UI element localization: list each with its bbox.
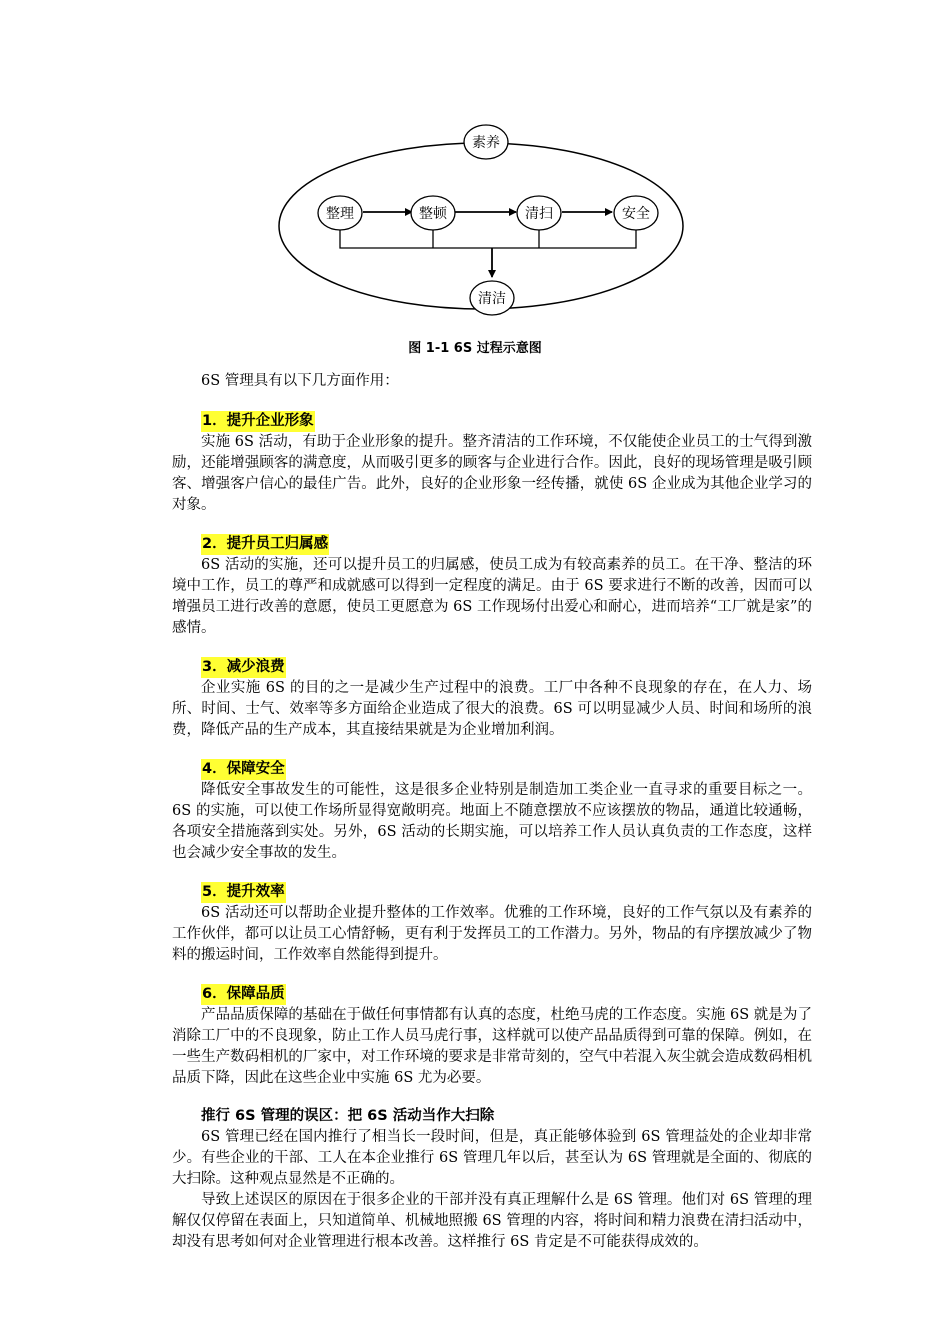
- node-suyang-label: 素养: [472, 135, 500, 151]
- 6s-process-diagram: [270, 112, 690, 337]
- intro-paragraph: 6S 管理具有以下几方面作用：: [201, 373, 399, 389]
- node-qingsao: [517, 196, 561, 230]
- section-3: [172, 656, 812, 741]
- node-qingjie: [470, 281, 514, 315]
- myth-heading: 推行 6S 管理的误区：把 6S 活动当作大扫除: [201, 1108, 495, 1124]
- section-2: [172, 533, 812, 639]
- section-1: [172, 410, 812, 516]
- node-anquan-label: 安全: [622, 206, 650, 222]
- section-body: 降低安全事故发生的可能性，这是很多企业特别是制造加工类企业一直寻求的重要目标之一。6S 的实施，可以使工作场所显得宽敞明亮。地面上不随意摆放不应该摆放的物品，通道比较通畅，各项安全措施落到实处。另外，6S 活动的长期实施，可以培养工作人员认真负责的工作态度，这样也会减少安全事故的发生。: [172, 782, 812, 861]
- myth-paragraph: 导致上述误区的原因在于很多企业的干部并没有真正理解什么是 6S 管理。他们对 6S 管理的理解仅仅停留在表面上，只知道简单、机械地照搬 6S 管理的内容，将时间和精力浪费在清扫活动中，却没有思考如何对企业管理进行根本改善。这样推行 6S 肯定是不可能获得成效的。: [172, 1192, 812, 1250]
- section-body: 实施 6S 活动，有助于企业形象的提升。整齐清洁的工作环境，不仅能使企业员工的士气得到激励，还能增强顾客的满意度，从而吸引更多的顾客与企业进行合作。因此，良好的现场管理是吸引顾客、增强客户信心的最佳广告。此外，良好的企业形象一经传播，就使 6S 企业成为其他企业学习的对象。: [172, 434, 812, 513]
- myth-paragraph: 6S 管理已经在国内推行了相当长一段时间，但是，真正能够体验到 6S 管理益处的企业却非常少。有些企业的干部、工人在本企业推行 6S 管理几年以后，甚至认为 6S 管理就是全面的、彻底的大扫除。这种观点显然是不正确的。: [172, 1129, 812, 1187]
- connector-lines: [340, 229, 636, 248]
- myth-section: [172, 1106, 812, 1253]
- section-heading: 4．保障安全: [201, 759, 286, 780]
- node-qingjie-label: 清洁: [478, 291, 506, 307]
- node-qingsao-label: 清扫: [525, 206, 553, 222]
- section-4: [172, 758, 812, 864]
- section-6: [172, 983, 812, 1089]
- node-zhengli: [318, 196, 362, 230]
- document-body: [172, 371, 812, 1270]
- node-anquan: [614, 196, 658, 230]
- section-body: 6S 活动的实施，还可以提升员工的归属感，使员工成为有较高素养的员工。在干净、整洁的环境中工作，员工的尊严和成就感可以得到一定程度的满足。由于 6S 要求进行不断的改善，因而可以增强员工进行改善的意愿，使员工更愿意为 6S 工作现场付出爱心和耐心，进而培养“工厂就是家”的感情。: [172, 557, 812, 636]
- section-heading: 2．提升员工归属感: [201, 534, 329, 555]
- section-body: 6S 活动还可以帮助企业提升整体的工作效率。优雅的工作环境，良好的工作气氛以及有素养的工作伙伴，都可以让员工心情舒畅，更有利于发挥员工的工作潜力。另外，物品的有序摆放减少了物料的搬运时间，工作效率自然能得到提升。: [172, 905, 812, 963]
- section-heading: 1．提升企业形象: [201, 411, 315, 432]
- figure-caption: 图 1-1 6S 过程示意图: [408, 341, 542, 356]
- section-heading: 3．减少浪费: [201, 657, 286, 678]
- node-zhengdun: [411, 196, 455, 230]
- section-heading: 6．保障品质: [201, 984, 286, 1005]
- section-5: [172, 881, 812, 966]
- node-zhengdun-label: 整顿: [419, 206, 447, 222]
- node-zhengli-label: 整理: [326, 206, 354, 222]
- section-heading: 5．提升效率: [201, 882, 286, 903]
- section-body: 产品品质保障的基础在于做任何事情都有认真的态度，杜绝马虎的工作态度。实施 6S 就是为了消除工厂中的不良现象，防止工作人员马虎行事，这样就可以使产品品质得到可靠的保障。例如，在一些生产数码相机的厂家中，对工作环境的要求是非常苛刻的，空气中若混入灰尘就会造成数码相机品质下降，因此在这些企业中实施 6S 尤为必要。: [172, 1007, 812, 1086]
- node-suyang: [464, 125, 508, 159]
- section-body: 企业实施 6S 的目的之一是减少生产过程中的浪费。工厂中各种不良现象的存在，在人力、场所、时间、士气、效率等多方面给企业造成了很大的浪费。6S 可以明显减少人员、时间和场所的浪费，降低产品的生产成本，其直接结果就是为企业增加利润。: [172, 680, 812, 738]
